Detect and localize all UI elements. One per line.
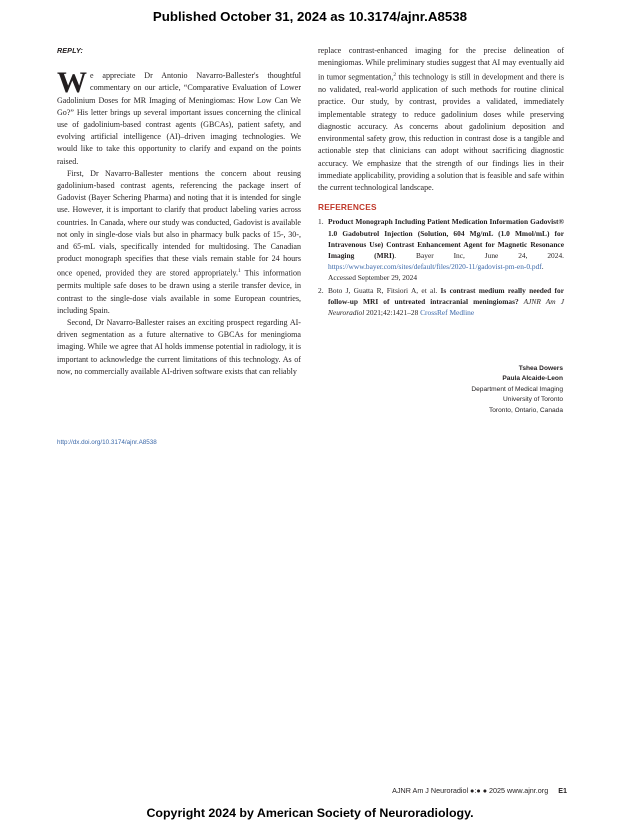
- published-banner: Published October 31, 2024 as 10.3174/ajnr.A8538: [152, 9, 468, 24]
- reference-2-journal: AJNR Am J Neuroradiol: [328, 296, 564, 317]
- reference-2-number: 2.: [318, 285, 324, 295]
- reference-1-title: Product Monograph Including Patient Medication Information Gadovist® 1.0 Gadobutrol Injection (Solution, 604 Mg/mL (1.0 Mmol/mL) for Intravenous Use) Contrast Enhancement Agent for Magnetic Resonance Imaging (MRI): [328, 217, 564, 260]
- reference-1-number: 1.: [318, 217, 324, 227]
- paragraph-3-text: Second, Dr Navarro-Ballester raises an exciting prospect regarding AI-driven segmentation as a future alternative to GBCAs for meningioma imaging. While we agree that AI holds immense potential in radiology, it is important to acknowledge the current limitations of this technology. As of now, no commercially available AI-driven software exists that can reliably: [57, 317, 301, 376]
- page-number: E1: [558, 786, 567, 795]
- footer-journal: AJNR Am J Neuroradiol ●:● ● 2025 www.ajnr.org: [392, 786, 549, 795]
- paragraph-2: [57, 168, 301, 317]
- paragraph-2-tail: This information permits multiple safe doses to be drawn using a sterile transfer device, in contrast to the single-dose vials available in some European countries, including Spain.: [57, 269, 301, 315]
- copyright-banner: Copyright 2024 by American Society of Neuroradiology.: [146, 806, 474, 820]
- paragraph-1: [57, 66, 301, 168]
- reference-1: [318, 216, 564, 283]
- references-heading: REFERENCES: [318, 202, 377, 213]
- paragraph-1-text: e appreciate Dr Antonio Navarro-Ballester's thoughtful commentary on our article, “Comparative Evaluation of Lower Gadolinium Doses for MR Imaging of Meningiomas: How Low Can We Go?” His letter brings up several important issues concerning the clinical use of gadolinium-based contrast agents (GBCAs), patient safety, and evolving artificial intelligence (AI)–driven imaging technologies. We would like to take this opportunity to clarify and expand on the points raised.: [57, 71, 301, 166]
- location: Toronto, Ontario, Canada: [488, 406, 563, 414]
- paragraph-3-cont-tail: this technology is still in development and there is no validated, real-world application of such methods for routine clinical practice. Our study, by contrast, provides a validated, immediately implementable strategy to reduce gadolinium doses while preserving diagnostic accuracy. As concerns about gadolinium deposition and environmental safety grow, this reduction in contrast dose is a tangible and actionable step that clinicians can adopt without sacrificing diagnostic accuracy. We emphasize that the strength of our findings lies in their immediate applicability, providing a solution that is feasible and safe within the current technological landscape.: [318, 73, 564, 192]
- reference-2: [318, 285, 564, 319]
- reference-1-publisher: . Bayer Inc, June 24, 2024.: [394, 250, 564, 260]
- paragraph-3-continued: [318, 45, 564, 194]
- department: Department of Medical Imaging: [471, 385, 563, 393]
- reference-2-links[interactable]: CrossRef Medline: [420, 307, 475, 317]
- reference-2-title: Is contrast medium really needed for follow-up MRI of untreated intracranial meningiomas?: [328, 285, 564, 306]
- author-2: Paula Alcaide-Leon: [502, 375, 563, 383]
- reference-2-volume: 2021;42:1421–28: [364, 307, 421, 317]
- author-1: Tshea Dowers: [518, 365, 563, 372]
- drop-cap: W: [57, 66, 87, 100]
- reply-label: REPLY:: [57, 46, 84, 55]
- page-footer: [392, 786, 567, 795]
- university: University of Toronto: [503, 396, 563, 404]
- doi-link[interactable]: http://dx.doi.org/10.3174/ajnr.A8538: [57, 439, 157, 446]
- reference-1-accessed: . Accessed September 29, 2024: [328, 262, 544, 283]
- citation-2: 2: [393, 72, 397, 79]
- signature-block: [363, 364, 563, 416]
- paragraph-3: [57, 317, 301, 378]
- reference-1-link[interactable]: https://www.bayer.com/sites/default/files/2020-11/gadovist-pm-en-0.pdf: [328, 262, 542, 272]
- left-column: [57, 45, 301, 378]
- citation-1: 1: [238, 268, 241, 275]
- paragraph-2-text: First, Dr Navarro-Ballester mentions the concern about reusing gadolinium-based contrast agents, referencing the package insert of Gadovist (Bayer Schering Pharma) and noting that it is intended for single use. However, it is important to clarify that product labeling varies across countries. In Canada, where our study was conducted, Gadovist is available not only in single-dose vials but also in pharmacy bulk packs of 15-, 30-, and 65-mL vials, specifically intended for multidosing. The Canadian product monograph specifies that these vials remain stable for 24 hours once opened, provided they are stored appropriately.: [57, 168, 301, 279]
- paragraph-3-cont-text: replace contrast-enhanced imaging for the precise delineation of meningiomas. While preliminary studies suggest that AI may eventually aid in tumor segmentation,: [318, 46, 564, 83]
- reference-2-authors: Boto J, Guatta R, Fitsiori A, et al.: [328, 285, 441, 295]
- right-column: [318, 45, 564, 319]
